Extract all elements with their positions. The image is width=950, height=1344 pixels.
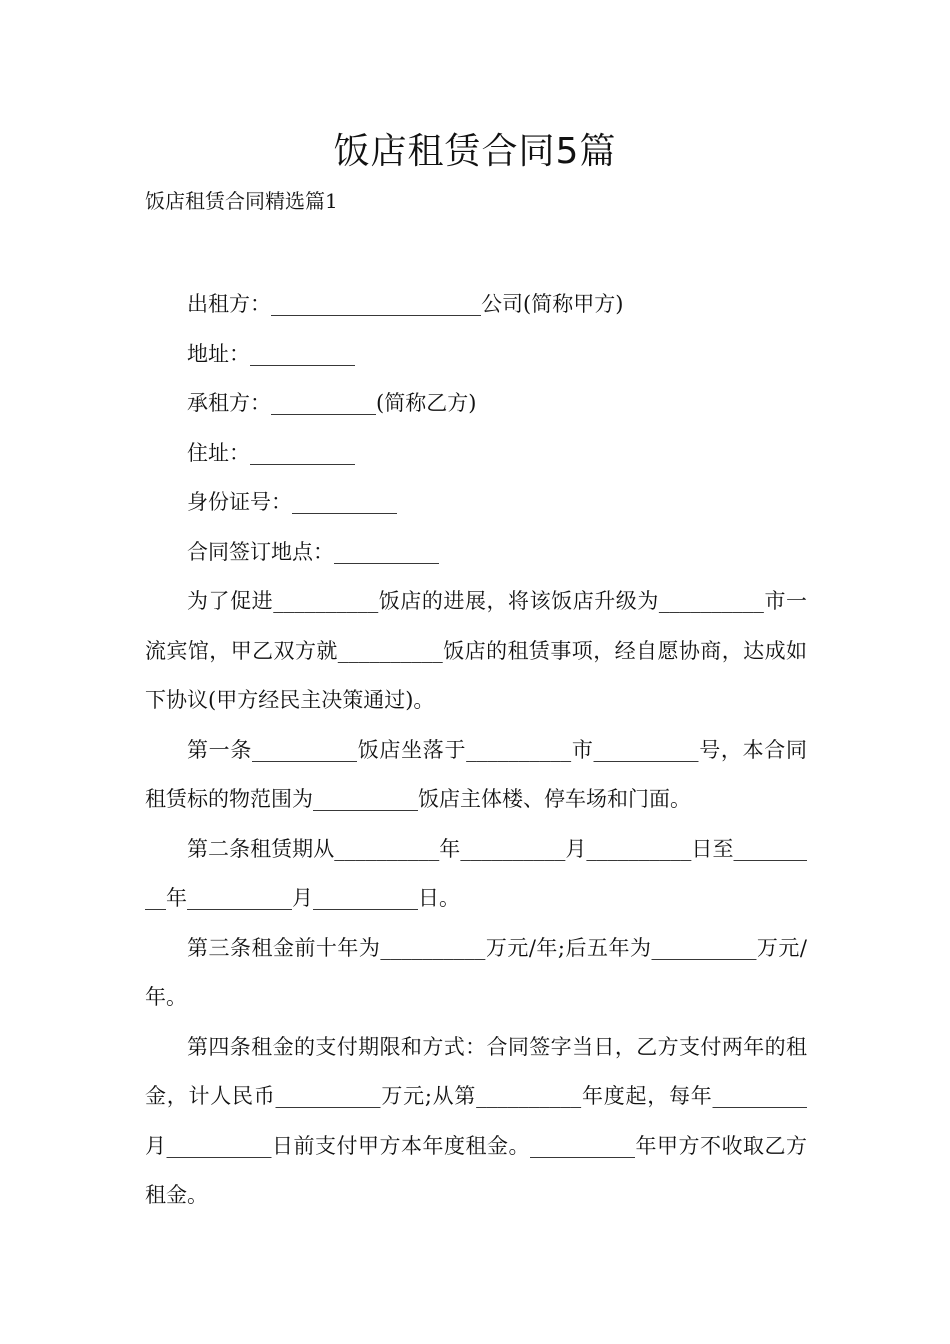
lessor-line: 出租方：____________________公司(简称甲方) [187, 292, 624, 316]
document-title: 饭店租赁合同5篇 [333, 131, 617, 172]
signing-place-line: 合同签订地点：__________ [187, 539, 439, 564]
id-number-line: 身份证号：__________ [187, 490, 397, 514]
article-2-paragraph: 第二条租赁期从__________年__________月__________日至_________年__________月__________日。 [145, 836, 807, 910]
article-1-paragraph: 第一条__________饭店坐落于__________市__________号，本合同租赁标的物范围为__________饭店主体楼、停车场和门面。 [145, 737, 807, 811]
lessee-residence-line: 住址：__________ [187, 440, 355, 465]
article-3-paragraph: 第三条租金前十年为__________万元/年;后五年为__________万元/年。 [145, 935, 807, 1009]
article-4-paragraph: 第四条租金的支付期限和方式：合同签字当日，乙方支付两年的租金，计人民币__________万元;从第__________年度起，每年_________月__________日前支付甲方本年度租金。__________年甲方不收取乙方租金。 [145, 1034, 807, 1207]
lessee-line: 承租方：__________(简称乙方) [187, 391, 477, 415]
preamble-paragraph: 为了促进__________饭店的进展，将该饭店升级为__________市一流宾馆，甲乙双方就__________饭店的租赁事项，经自愿协商，达成如下协议(甲方经民主决策通过)。 [145, 589, 807, 712]
lessor-address-line: 地址：__________ [187, 341, 355, 366]
document-subtitle: 饭店租赁合同精选篇1 [145, 189, 338, 213]
document-body [145, 280, 807, 1221]
